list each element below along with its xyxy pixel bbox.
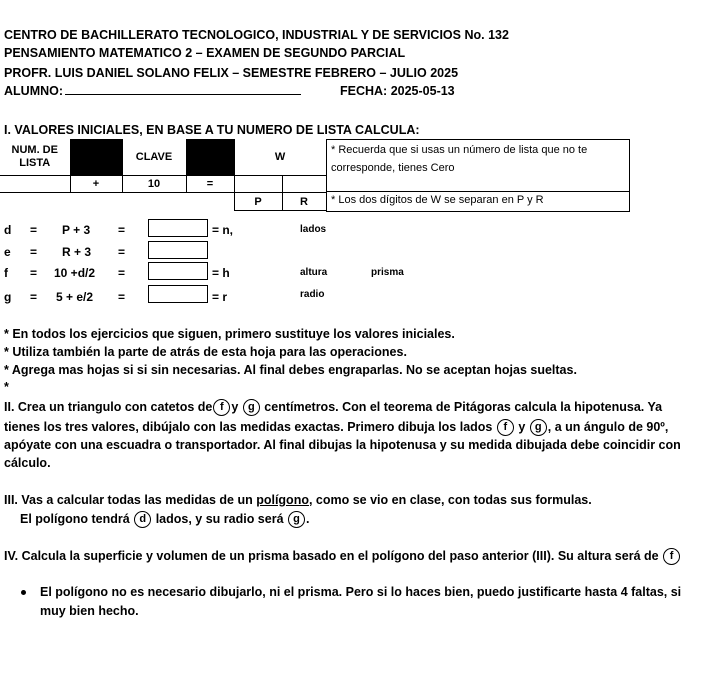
note1-line2: corresponde, tienes Cero — [331, 162, 455, 174]
p-cell: P — [234, 193, 282, 211]
clave-answer-box[interactable] — [186, 140, 234, 176]
note-box-1 — [326, 139, 630, 192]
circled-f: f — [663, 548, 680, 565]
label-prisma: prisma — [371, 267, 404, 278]
var-e: e — [4, 245, 11, 259]
teacher-semester: PROFR. LUIS DANIEL SOLANO FELIX – SEMESTRE FEBRERO – JULIO 2025 — [4, 66, 459, 80]
var-g: g — [4, 290, 12, 304]
num-lista-answer-box[interactable] — [70, 140, 122, 176]
section2-line4: cálculo. — [4, 456, 51, 470]
var-d: d — [4, 223, 12, 237]
w-header: W — [234, 140, 326, 176]
num-lista-header: NUM. DE LISTA — [0, 140, 70, 176]
plus-cell: + — [70, 176, 122, 193]
note2: * Los dos dígitos de W se separan en P y R — [331, 194, 544, 206]
bullet-line1: El polígono no es necesario dibujarlo, ni el prisma. Pero si lo haces bien, puedo justificarte hasta 4 faltas, si — [40, 585, 682, 599]
section2-line1: II. Crea un triangulo con catetos de f y g centímetros. Con el teorema de Pitágoras calcula la hipotenusa. Ya — [4, 399, 662, 416]
e-answer-box[interactable] — [148, 241, 208, 259]
exam-title: PENSAMIENTO MATEMATICO 2 – EXAMEN DE SEGUNDO PARCIAL — [4, 46, 406, 60]
circled-f: f — [213, 399, 230, 416]
d-answer-box[interactable] — [148, 219, 208, 237]
exam-date: FECHA: 2025-05-13 — [340, 84, 455, 98]
w-digit-box-2[interactable] — [282, 176, 326, 193]
circled-f: f — [497, 419, 514, 436]
student-label: ALUMNO: — [4, 84, 64, 98]
initial-values-table — [0, 139, 327, 211]
section2-line3: apóyate con una escuadra o transportador. Al final dibujas la hipotenusa y su medida dibujada debe coincidir con — [4, 438, 681, 452]
equals-cell: = — [186, 176, 234, 193]
label-altura: altura — [300, 267, 328, 278]
bullet-line2: muy bien hecho. — [40, 604, 139, 618]
var-f: f — [4, 266, 8, 280]
section3-line1: III. Vas a calcular todas las medidas de un polígono, como se vio en clase, con todas sus formulas. — [4, 493, 592, 507]
circled-g: g — [243, 399, 260, 416]
label-radio: radio — [300, 289, 325, 300]
ten-cell: 10 — [122, 176, 186, 193]
bullet-icon — [21, 590, 26, 595]
section2-line2: tienes los tres valores, dibújalo con las medidas exactas. Primero dibuja los lados f y g , a un ángulo de 90º, — [4, 419, 668, 436]
table-blank-cell — [0, 176, 70, 193]
circled-g: g — [530, 419, 547, 436]
section3-line2: El polígono tendrá d lados, y su radio será g . — [20, 511, 310, 528]
section4-line1: IV. Calcula la superficie y volumen de un prisma basado en el polígono del paso anterior (III). Su altura será de f — [4, 548, 681, 565]
instruction-2: * Utiliza también la parte de atrás de esta hoja para las operaciones. — [4, 345, 407, 359]
note1-line1: * Recuerda que si usas un número de lista que no te — [331, 144, 588, 156]
instruction-3: * Agrega mas hojas si si sin necesarias. Al final debes engraparlas. No se aceptan hojas sueltas. — [4, 363, 577, 377]
instruction-4: * — [4, 380, 9, 394]
f-answer-box[interactable] — [148, 262, 208, 280]
school-name: CENTRO DE BACHILLERATO TECNOLOGICO, INDUSTRIAL Y DE SERVICIOS No. 132 — [4, 28, 509, 42]
r-cell: R — [282, 193, 326, 211]
section1-title: I. VALORES INICIALES, EN BASE A TU NUMERO DE LISTA CALCULA: — [4, 123, 420, 137]
instruction-1: * En todos los ejercicios que siguen, primero sustituye los valores iniciales. — [4, 327, 455, 341]
note-box-2 — [326, 192, 630, 212]
g-answer-box[interactable] — [148, 285, 208, 303]
label-lados: lados — [300, 224, 327, 235]
student-name-blank[interactable] — [65, 84, 301, 95]
student-line — [4, 84, 301, 99]
w-digit-box-1[interactable] — [234, 176, 282, 193]
circled-g: g — [288, 511, 305, 528]
circled-d: d — [134, 511, 151, 528]
clave-header: CLAVE — [122, 140, 186, 176]
